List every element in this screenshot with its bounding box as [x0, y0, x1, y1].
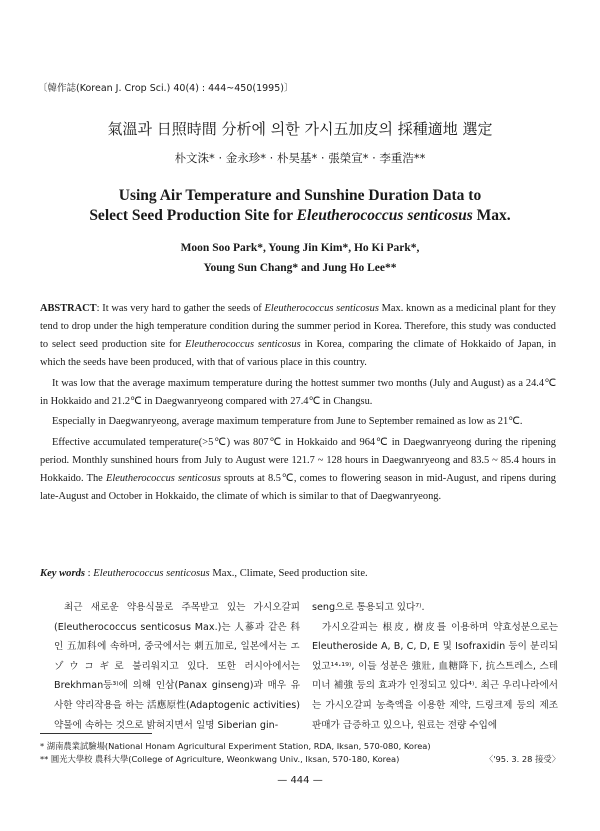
abstract-paragraph-1: [40, 300, 556, 372]
title-english: [40, 186, 560, 226]
footnote-affiliation-1: * 湖南農業試驗場(National Honam Agricultural Experiment Station, RDA, Iksan, 570-080, Korea): [40, 741, 431, 751]
abstract-p4-text-b: sprouts at 8.5℃, comes to flowering season in mid-August, and ripens during late-August and October in Hokkaido, the climate of which is similar to that of Daegwanryeong.: [40, 473, 556, 503]
abstract: [40, 300, 556, 509]
keywords: [40, 568, 556, 579]
footnote-affiliation-2: ** 圓光大學校 農科大學(College of Agriculture, Weonkwang Univ., Iksan, 570-180, Korea): [40, 754, 400, 764]
title-species-name: Eleutherococcus senticosus: [296, 207, 473, 224]
title-korean: 氣溫과 日照時間 分析에 의한 가시五加皮의 採種適地 選定: [107, 120, 493, 138]
authors-english-line2: Young Sun Chang* and Jung Ho Lee**: [203, 262, 397, 274]
footnote-rule: [40, 733, 152, 734]
body-left-paragraph: 최근 새로운 약용식물로 주목받고 있는 가시오갈피(Eleutherococcus senticosus Max.)는 人蔘과 같은 科인 五加科에 속하며, 중국에서는 刺五加로, 일본에서는 エゾウコギ로 불리워지고 있다. 또한 러시아에서는 Brekhman등³⁾에 의해 인삼(Panax ginseng)과 매우 유사한 약리작용을 하는 活應原性(Adaptogenic activities) 약물에 속하는 것으로 밝혀지면서 일명 Siberian gin-: [54, 602, 300, 731]
received-date: 〈'95. 3. 28 接受〉: [484, 754, 560, 764]
body-column-right: [312, 598, 558, 735]
abstract-paragraph-3: Especially in Daegwanryeong, average maximum temperature from June to September remained as low as 21℃.: [52, 416, 523, 428]
page-number: — 444 —: [277, 775, 323, 786]
body-right-continuation: seng으로 통용되고 있다⁷⁾.: [312, 602, 425, 613]
abstract-paragraph-4: [40, 434, 556, 506]
abstract-p1-text-a: : It was very hard to gather the seeds of: [96, 303, 265, 314]
abstract-p1-species: Eleutherococcus senticosus: [264, 303, 379, 314]
authors-english-line1: Moon Soo Park*, Young Jin Kim*, Ho Ki Park*,: [180, 242, 420, 254]
abstract-paragraph-2: It was low that the average maximum temperature during the hottest summer two months (July and August) as a 24.4℃ in Hokkaido and 21.2℃ in Daegwanryeong compared with 27.4℃ in Changsu.: [40, 377, 556, 407]
keywords-rest: Max., Climate, Seed production site.: [209, 568, 368, 579]
authors-english: [40, 238, 560, 278]
title-english-line2: [40, 206, 560, 226]
abstract-p1-species-2: Eleutherococcus senticosus: [185, 338, 301, 350]
footnotes: [40, 740, 560, 766]
authors-korean: 朴文洙* · 金永珍* · 朴昊基* · 張榮宣* · 李重浩**: [174, 151, 426, 165]
abstract-p1-text-c: in Korea, comparing the climate of Hokkaido of Japan, in which the seeds have been produced, with that of various place in this country.: [40, 338, 557, 368]
journal-reference: 〔韓作誌(Korean J. Crop Sci.) 40(4) : 444~450(1995)〕: [38, 83, 294, 94]
abstract-label: ABSTRACT: [40, 303, 97, 314]
abstract-p1-text-b: Max. known as a medicinal plant for they tend to drop under the high temperature condition during the summer period in Korea. Therefore, this study was conducted to select seed production site for: [40, 303, 556, 350]
keywords-label: Key words: [40, 568, 86, 579]
keywords-separator: :: [85, 568, 94, 579]
body-column-left: [54, 598, 300, 735]
body-right-paragraph: 가시오갈피는 根皮, 樹皮를 이용하며 약효성분으로는 Eleutheroside A, B, C, D, E 및 Isofraxidin 등이 분리되었고¹⁴·¹⁹⁾, 이들 성분은 強壯, 血糖降下, 抗스트레스, 스테미너 補強 등의 효과가 인정되고 있다⁴⁾. 최근 우리나라에서는 가시오갈피 농축액을 이용한 제약, 드링크제 등의 제조 판매가 급증하고 있으나, 원료는 전량 수입에: [312, 621, 558, 731]
title-english-line1: Using Air Temperature and Sunshine Duration Data to: [118, 187, 482, 204]
title-english-line2-end: Max.: [472, 207, 511, 224]
abstract-p4-species: Eleutherococcus senticosus: [105, 473, 221, 485]
footnote-row-2: [40, 753, 560, 766]
title-english-line2-start: Select Seed Production Site for: [89, 207, 297, 224]
abstract-p4-text-a: Effective accumulated temperature(>5℃) was 807℃ in Hokkaido and 964℃ in Daegwanryeong during the ripening period. Monthly sunshined hours from July to August were 121.7 ~ 128 hours in Daegwanryeong and 83.5 ~ 85.4 hours in Hokkaido. The: [40, 437, 556, 485]
keywords-species: Eleutherococcus senticosus: [93, 568, 210, 579]
